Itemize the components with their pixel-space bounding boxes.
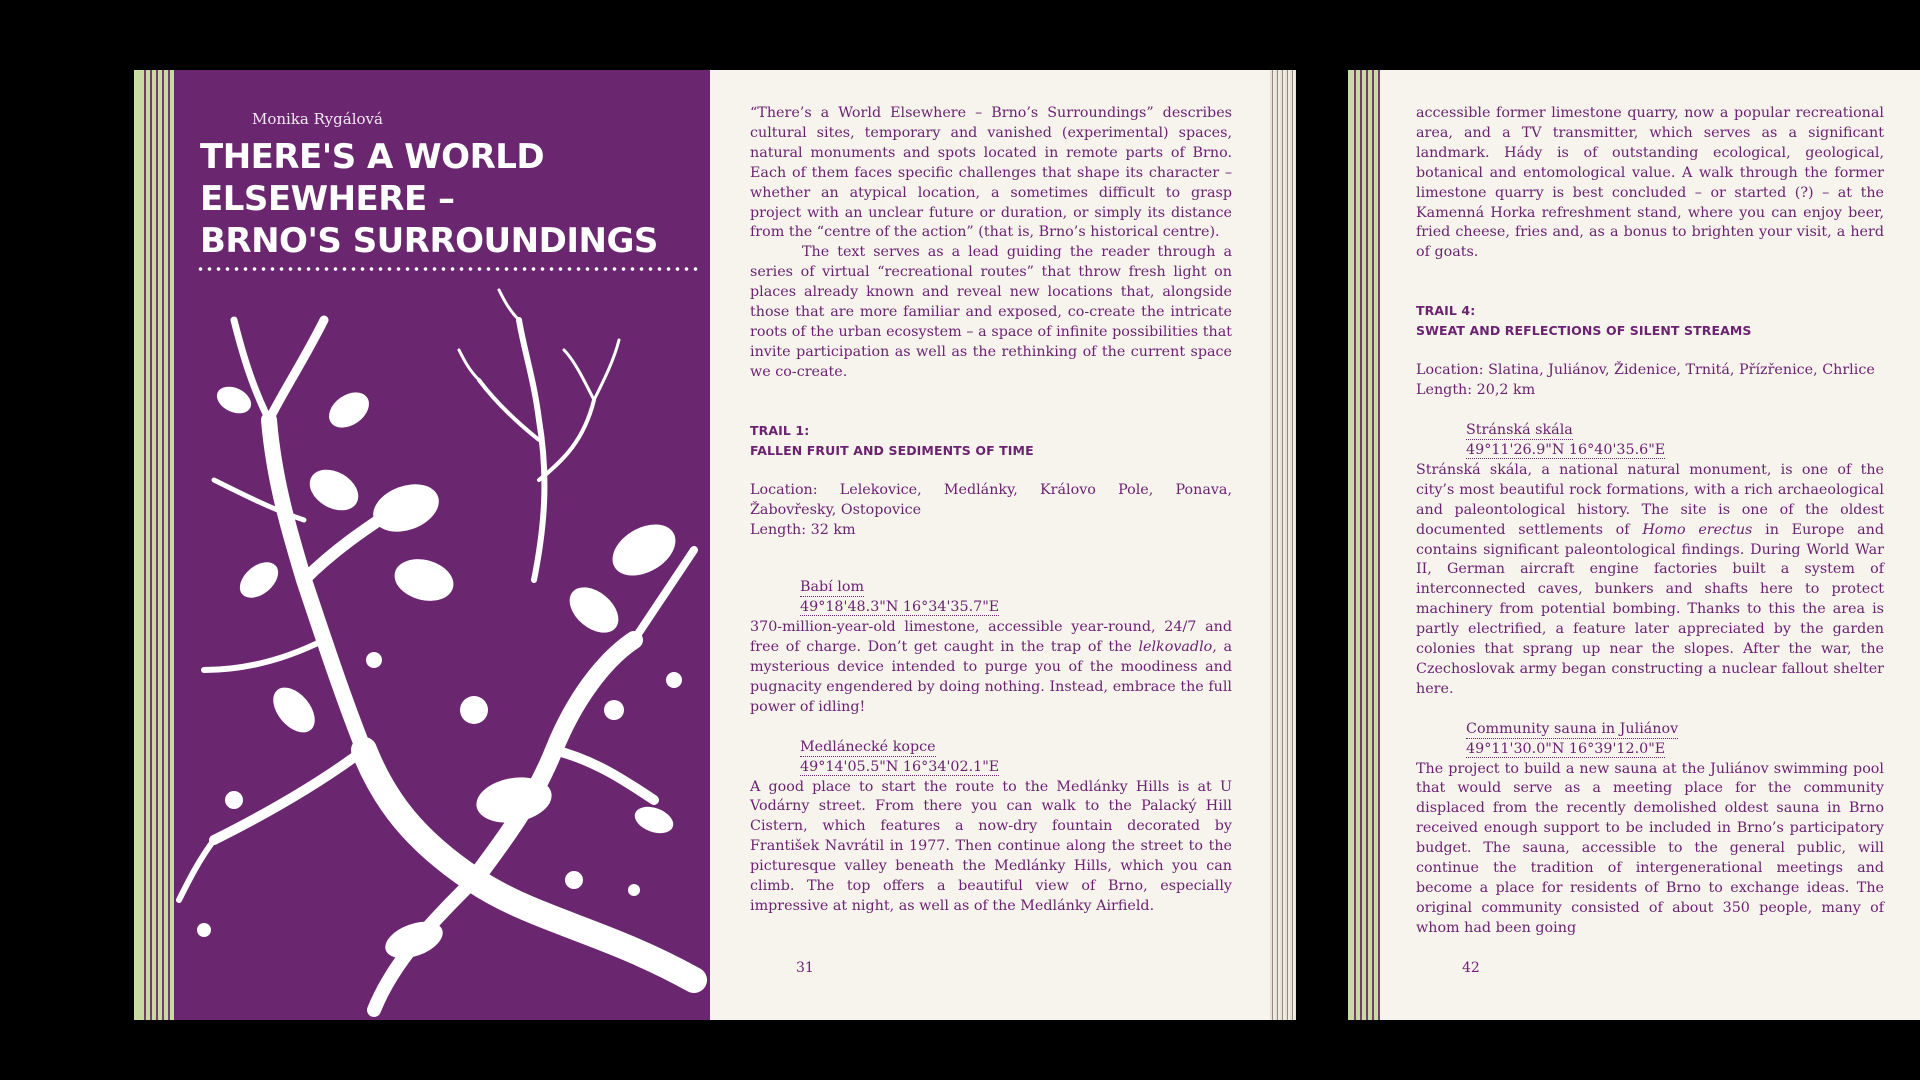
book-edge-stripes (1354, 70, 1380, 1020)
author-name: Monika Rygálová (252, 110, 383, 128)
site-heading (750, 578, 1232, 618)
text-page-42 (1380, 70, 1920, 1020)
site-heading (750, 738, 1232, 778)
page-block-edge (1270, 70, 1296, 1020)
site-description: The project to build a new sauna at the Juliánov swimming pool that would serve as a meeting place for the community displaced from the recently demolished oldest sauna in Brno received enough support to be included in Brno’s participatory budget. The sauna, accessible to the general public, will continue the tradition of intergenerational meetings and become a place for residents of Brno to exchange ideas. The original community consisted of about 350 people, many of whom had been going (1416, 760, 1884, 936)
book-edge-stripes (144, 70, 174, 1020)
page-number: 31 (796, 960, 814, 976)
trail-4-location: Location: Slatina, Juliánov, Židenice, Trnitá, Přízřenice, Chrlice (1416, 362, 1875, 379)
site-coordinates: 49°11'26.9"N 16°40'35.6"E (1466, 441, 1666, 458)
dotted-divider (196, 266, 702, 272)
site-heading (1416, 720, 1884, 760)
title-line-3: BRNO'S SURROUNDINGS (200, 221, 658, 261)
intro-paragraph-2: The text serves as a lead guiding the reader through a series of virtual “recreational routes” that throw fresh light on places already known and reveal new locations that, alongside those that are more familiar and exposed, co-create the intricate roots of the urban ecosystem – a space of infinite possibilities that invite participation as well as the rethinking of the current space we co-create. (750, 244, 1232, 380)
site-name: Stránská skála (1466, 422, 1573, 439)
tree-silhouette-illustration (174, 280, 710, 1020)
site-description: A good place to start the route to the Medlánky Hills is at U Vodárny street. From there you can walk to the Palacký Hill Cistern, which features a now-dry fountain decorated by František Navrátil in 1977. Then continue along the street to the picturesque valley beneath the Medlánky Hills, which you can climb. The top offers a beautiful view of Brno, especially impressive at night, as well as of the Medlánky Airfield. (750, 778, 1232, 914)
cover-page (174, 70, 710, 1020)
site-description: Stránská skála, a national natural monument, is one of the city’s most beautiful rock formations, with a rich archaeological and paleontological history. The site is one of the oldest documented settlements of Homo erectus in Europe and contains significant paleontological findings. During World War II, German aircraft engine factories built a system of interconnected caves, bunkers and shafts here to protect machinery from potential bombing. Thanks to this the area is partly electrified, a feature later appreciated by the garden colonies that sprang up near the slopes. After the war, the Czechoslovak army began constructing a nuclear fallout shelter here. (1416, 461, 1884, 697)
page-number: 42 (1462, 960, 1480, 976)
site-description: 370-million-year-old limestone, accessible year-round, 24/7 and free of charge. Don’t get caught in the trap of the lelkovadlo, a mysterious device intended to purge you of the moodiness and pugnacity engendered by doing nothing. Instead, embrace the full power of idling! (750, 619, 1232, 715)
trail-1-location: Location: Lelekovice, Medlánky, Královo Pole, Ponava, Žabovřesky, Ostopovice (750, 481, 1232, 518)
page-31-text-column (750, 104, 1232, 917)
site-coordinates: 49°18'48.3"N 16°34'35.7"E (800, 599, 1000, 616)
trail-4-title: SWEAT AND REFLECTIONS OF SILENT STREAMS (1416, 323, 1752, 339)
site-name: Community sauna in Juliánov (1466, 720, 1679, 737)
site-coordinates: 49°14'05.5"N 16°34'02.1"E (800, 758, 1000, 775)
site-name: Medlánecké kopce (800, 738, 936, 755)
site-heading (1416, 421, 1884, 461)
book-page-right (1348, 70, 1920, 1020)
trail-1-label: TRAIL 1: (750, 422, 810, 438)
text-page-31 (710, 70, 1270, 1020)
book-spread-left (134, 70, 1289, 1020)
title-line-1: THERE'S A WORLD (200, 137, 545, 177)
page-42-text-column (1416, 104, 1884, 939)
site-name: Babí lom (800, 579, 865, 596)
trail-4-length: Length: 20,2 km (1416, 382, 1536, 399)
title-line-2: ELSEWHERE – (200, 179, 455, 219)
intro-paragraph-1: “There’s a World Elsewhere – Brno’s Surroundings” describes cultural sites, temporary and vanished (experimental) spaces, natural monuments and spots located in remote parts of Brno. Each of them faces specific challenges that shape its character – whether an atypical location, a sometimes difficult to grasp project with an unclear future or duration, or simply its distance from the “centre of the action” (that is, Brno’s historical centre). (750, 105, 1232, 241)
trail-4-label: TRAIL 4: (1416, 303, 1476, 319)
continued-paragraph: accessible former limestone quarry, now a popular recreational area, and a TV transmitter, which serves as a significant landmark. Hády is of outstanding ecological, geological, botanical and entomological value. A walk through the former limestone quarry is best concluded – or started (?) – at the Kamenná Horka refreshment stand, where you can enjoy beer, fried cheese, fries and, as a bonus to brighten your visit, a herd of goats. (1416, 105, 1884, 261)
chapter-title (200, 136, 700, 262)
site-coordinates: 49°11'30.0"N 16°39'12.0"E (1466, 740, 1666, 757)
trail-1-length: Length: 32 km (750, 521, 856, 538)
trail-1-title: FALLEN FRUIT AND SEDIMENTS OF TIME (750, 442, 1034, 458)
